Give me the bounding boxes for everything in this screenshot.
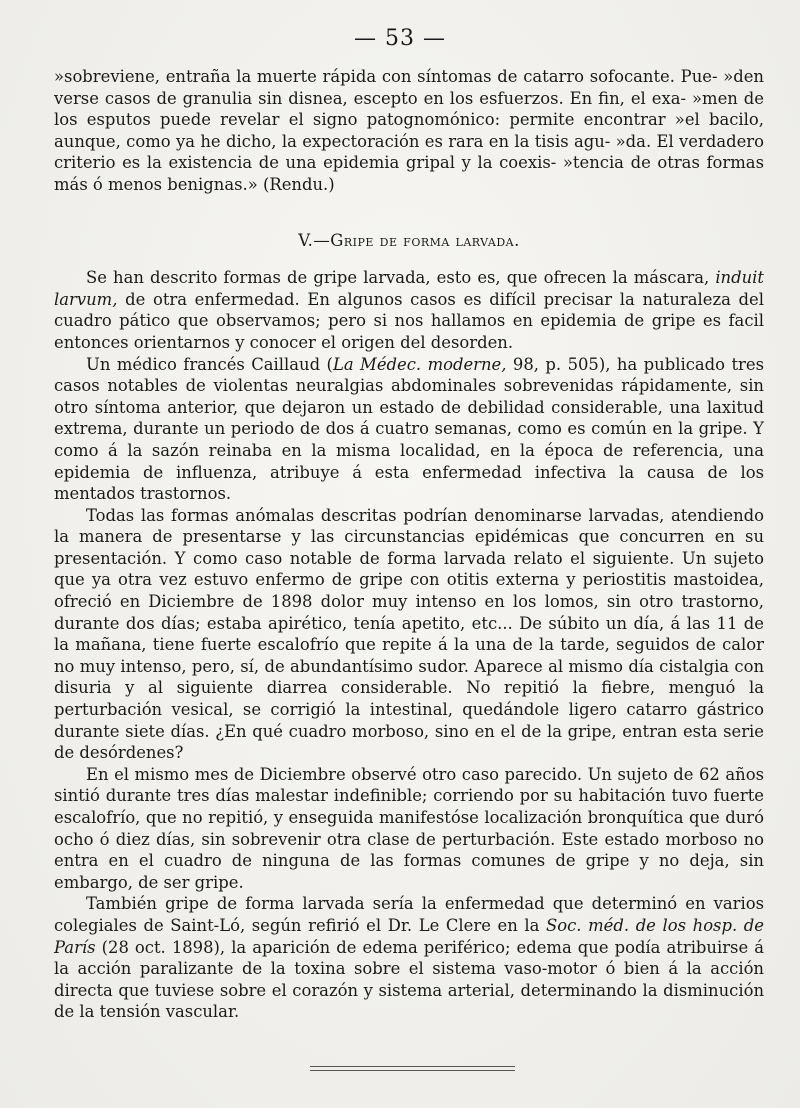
paragraph-2-text-b: 98, p. 505), ha publicado tres casos notables de violentas neuralgias abdominales sobrevenidas rápidamente, sin otro síntoma anterior, que dejaron un estado de debilidad considerable, una laxitud extrema, durante un periodo de dos á cuatro semanas, como es común en la gripe. Y como á la sazón reinaba en la misma localidad, en la época de referencia, una epidemia de influenza, atribuye á esta enfermedad infectiva la causa de los mentados trastornos.	[54, 354, 764, 504]
end-rule	[310, 1066, 515, 1074]
section-number: V.—	[298, 230, 331, 250]
paragraph-5-italic: Soc. méd. de los hosp. de París	[54, 915, 764, 957]
paragraph-3: Todas las formas anómalas descritas podrían denominarse larvadas, atendiendo la manera de presentarse y las circunstancias epidémicas que concurren en su presentación. Y como caso notable de forma larvada relato el siguiente. Un sujeto que ya otra vez estuvo enfermo de gripe con otitis externa y periostitis mastoidea, ofreció en Diciembre de 1898 dolor muy intenso en los lomos, sin otro trastorno, durante dos días; estaba apirético, tenía apetito, etc... De súbito un día, á las 11 de la mañana, tiene fuerte escalofrío que repite á la una de la tarde, seguidos de calor no muy intenso, pero, sí, de abundantísimo sudor. Aparece al mismo día cistalgia con disuria y al siguiente diarrea considerable. No repitió la fiebre, menguó la perturbación vesical, se corrigió la intestinal, quedándole ligero catarro gástrico durante siete días. ¿En qué cuadro morboso, sino en el de la gripe, entran esta serie de desórdenes?	[54, 505, 764, 763]
paragraph-2-italic: La Médec. moderne,	[332, 354, 507, 374]
paragraph-1	[54, 267, 764, 353]
paragraph-2	[54, 354, 764, 505]
paragraph-5	[54, 893, 764, 1023]
paragraph-5-text-a: También gripe de forma larvada sería la enfermedad que determinó en varios colegiales de Saint-Ló, según refirió el Dr. Le Clere en la	[54, 894, 764, 935]
body-text	[54, 66, 764, 1023]
quote-paragraph: »sobreviene, entraña la muerte rápida con síntomas de catarro sofocante. Pue- »den verse casos de granulia sin disnea, escepto en los esfuerzos. En fin, el exa- »men de los esputos puede revelar el signo patognomónico: permite encontrar »el bacilo, aunque, como ya he dicho, la expectoración es rara en la tisis agu- »da. El verdadero criterio es la existencia de una epidemia gripal y la coexis- »tencia de otras formas más ó menos benignas.» (Rendu.)	[54, 67, 764, 194]
paragraph-1-italic: induit larvum,	[54, 268, 764, 309]
paragraph-1-text-a: Se han descrito formas de gripe larvada, esto es, que ofrecen la máscara,	[86, 268, 716, 288]
page-number: — 53 —	[354, 26, 446, 51]
paragraph-1-text-b: de otra enfermedad. En algunos casos es difícil precisar la naturaleza del cuadro pático que observamos; pero si nos hallamos en epidemia de gripe es facil entonces orientarnos y conocer el origen del desorden.	[54, 289, 764, 352]
paragraph-4: En el mismo mes de Diciembre observé otro caso parecido. Un sujeto de 62 años sintió durante tres días malestar indefinible; corriendo por su habitación tuvo fuerte escalofrío, que no repitió, y enseguida manifestóse localización bronquítica que duró ocho ó diez días, sin sobrevenir otra clase de perturbación. Este estado morboso no entra en el cuadro de ninguna de las formas comunes de gripe y no deja, sin embargo, de ser gripe.	[54, 764, 764, 892]
section-heading	[54, 230, 764, 252]
paragraph-5-text-b: (28 oct. 1898), la aparición de edema periférico; edema que podía atribuirse á la acción paralizante de la toxina sobre el sistema vaso-motor ó bien á la acción directa que tuviese sobre el corazón y sistema arterial, determinando la disminución de la tensión vascular.	[54, 937, 764, 1022]
section-title: Gripe de forma larvada.	[330, 230, 520, 250]
paragraph-2-text-a: Un médico francés Caillaud (	[86, 354, 333, 374]
